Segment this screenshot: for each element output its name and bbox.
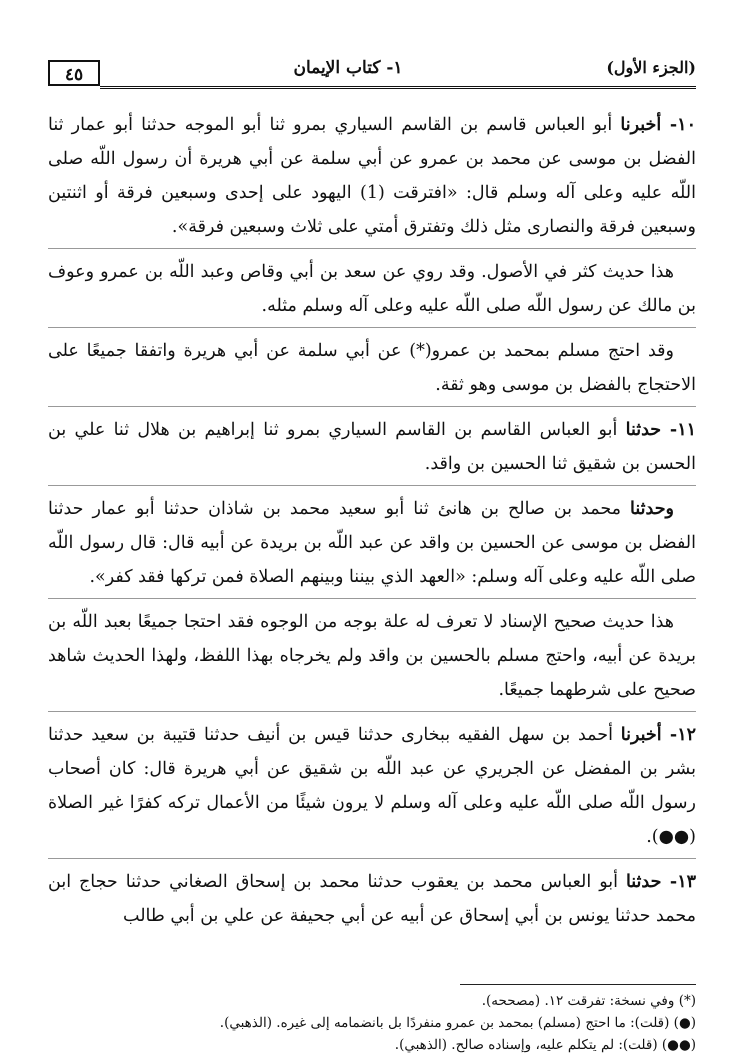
hadith-13 [48,865,696,933]
paragraph-lead: ١٢- أخبرنا [620,725,696,745]
footnote-rule [460,984,696,985]
footnote: (*) وفي نسخة: تفرقت ١٢. (مصححه). [481,993,696,1009]
hadith-11 [48,413,696,481]
paragraph-divider [48,485,696,486]
paragraph-divider [48,858,696,859]
main-text [48,108,696,935]
book-title: ١- كتاب الإيمان [293,58,403,78]
hadith-12 [48,718,696,854]
footnotes [48,990,696,1056]
paragraph-text: هذا حديث كثر في الأصول. وقد روي عن سعد بن أبي وقاص وعبد اللّه بن عمرو وعوف بن مالك عن رسول اللّه صلى اللّه عليه وعلى آله وسلم مثله. [48,262,696,316]
paragraph-divider [48,711,696,712]
paragraph-lead: ١١- حدثنا [625,420,696,440]
paragraph-text: أبو العباس القاسم بن القاسم السياري بمرو ثنا إبراهيم بن هلال ثنا علي بن الحسن بن شقيق ثنا الحسين بن واقد. [48,420,696,474]
commentary-paragraph [48,605,696,707]
hadith-11-chain [48,492,696,594]
paragraph-lead: وحدثنا [630,499,674,519]
page-header [48,58,696,94]
paragraph-text: محمد بن صالح بن هانئ ثنا أبو سعيد محمد بن شاذان حدثنا أبو عمار حدثنا الفضل بن موسى عن الحسين بن واقد عن عبد اللّه بن بريدة عن أبيه قال: قال رسول اللّه صلى اللّه عليه وعلى آله وسلم: «العهد الذي بيننا وبينهم الصلاة فمن تركها فقد كفر». [48,499,696,587]
page-number: ٤٥ [48,60,100,86]
footnote: (●●) (قلت): لم يتكلم عليه، وإسناده صالح. (الذهبي). [394,1037,696,1053]
hadith-10 [48,108,696,244]
paragraph-text: أبو العباس محمد بن يعقوب حدثنا محمد بن إسحاق الصغاني حدثنا حجاج ابن محمد حدثنا يونس بن أبي إسحاق عن أبيه عن أبي جحيفة عن علي بن أبي طالب [48,872,696,926]
paragraph-text: هذا حديث صحيح الإسناد لا تعرف له علة بوجه من الوجوه فقد احتجا جميعًا بعبد اللّه بن بريدة عن أبيه، واحتج مسلم بالحسين بن واقد ولم يخرجاه بهذا اللفظ، ولهذا الحديث شاهد صحيح على شرطهما جميعًا. [48,612,696,700]
commentary-paragraph [48,255,696,323]
paragraph-divider [48,327,696,328]
paragraph-text: أبو العباس قاسم بن القاسم السياري بمرو ثنا أبو الموجه حدثنا أبو عمار ثنا الفضل بن موسى عن محمد بن عمرو عن أبي سلمة عن أبي هريرة أن رسول اللّه صلى اللّه عليه وعلى آله وسلم قال: «افترقت (1) اليهود على إحدى وسبعين فرقة أو اثنتين وسبعين فرقة والنصارى مثل ذلك وتفترق أمتي على ثلاث وسبعين فرقة». [48,115,696,237]
paragraph-text: وقد احتج مسلم بمحمد بن عمرو(*) عن أبي سلمة عن أبي هريرة واتفقا جميعًا على الاحتجاج بالفضل بن موسى وهو ثقة. [48,341,696,395]
volume-title: (الجزء الأول) [606,58,696,77]
commentary-paragraph [48,334,696,402]
paragraph-lead: ١٠- أخبرنا [620,115,696,135]
header-rule [100,86,696,89]
footnote: (●) (قلت): ما احتج (مسلم) بمحمد بن عمرو منفردًا بل بانضمامه إلى غيره. (الذهبي). [219,1015,696,1031]
paragraph-divider [48,598,696,599]
paragraph-divider [48,248,696,249]
paragraph-divider [48,406,696,407]
paragraph-text: أحمد بن سهل الفقيه ببخارى حدثنا قيس بن أنيف حدثنا قتيبة بن سعيد حدثنا بشر بن المفضل عن الجريري عن عبد اللّه بن شقيق عن أبي هريرة قال: كان أصحاب رسول اللّه صلى اللّه عليه وعلى آله وسلم لا يرون شيئًا من الأعمال تركه كفرًا غير الصلاة (●●). [48,725,696,847]
paragraph-lead: ١٣- حدثنا [625,872,696,892]
